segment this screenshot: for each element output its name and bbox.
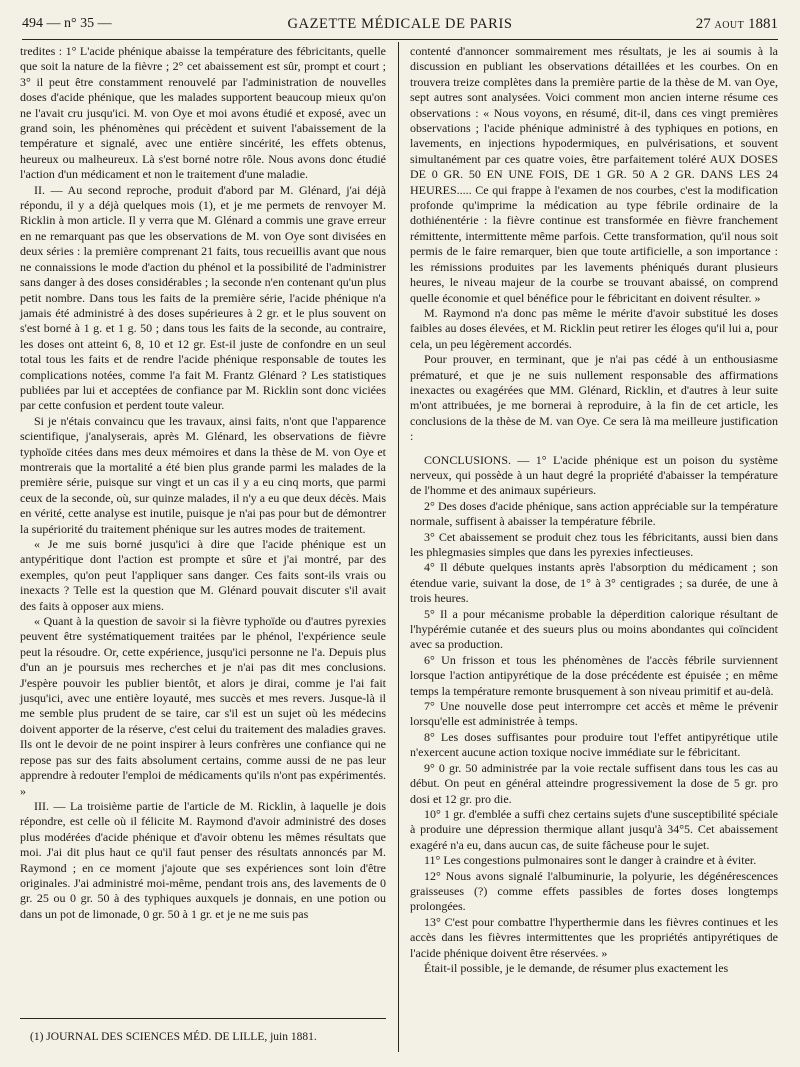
date-month: AOUT: [714, 20, 745, 31]
conclusion-item: CONCLUSIONS. — 1° L'acide phénique est un poison du système nerveux, qui possède à un haut degré la propriété d'abaisser la température de l'homme et des animaux supérieurs.: [410, 452, 778, 498]
paragraph: « Je me suis borné jusqu'ici à dire que l'acide phénique est un antypéritique dont l'action est prompte et sûre et j'ai montré, par des exemples, qu'on peut l'appliquer sans danger. Ces faits sont-ils vrais ou inexacts ? Telle est la question que M. Glénard pouvait discuter s'il avait des faits à opposer aux miens.: [20, 537, 386, 613]
paragraph: Pour prouver, en terminant, que je n'ai pas cédé à un enthousiasme prématuré, et que je ne suis nullement responsable des affirmations inexactes ou exagérées que MM. Glénard, Ricklin, et d'autres à leur suite m'ont attribuées, je me bornerai à reproduire, à la fin de cet article, les conclusions de la thèse de M. van Oye. Ce sera là ma meilleure justification :: [410, 352, 778, 444]
conclusion-item: 2° Des doses d'acide phénique, sans action appréciable sur la température normale, suffisent à abaisser la température fébrile.: [410, 498, 778, 529]
issue-number: — n° 35 —: [46, 16, 112, 31]
conclusion-item: 4° Il débute quelques instants après l'absorption du médicament ; son étendue varie, suivant la dose, de 1° à 3° centigrades ; sa durée, de une à trois heures.: [410, 560, 778, 606]
paragraph: III. — La troisième partie de l'article de M. Ricklin, à laquelle je dois répondre, est celle où il félicite M. Raymond d'avoir administré des doses plus modérées d'acide phénique et d'avoir obtenu les mêmes résultats que moi. J'ai dit plus haut ce qu'il faut penser des résultats annoncés par M. Raymond ; en ce moment j'ajoute que ses expériences sont loin d'être originales. J'ai administré moi-même, pendant trois ans, des lavements de 0 gr. 25 ou 0 gr. 50 à des typhiques auxquels je donnais, en une potion ou dans un pot de limonade, 0 gr. 50 à 1 gr. et je ne me suis pas: [20, 798, 386, 921]
paragraph: « Quant à la question de savoir si la fièvre typhoïde ou d'autres pyrexies peuvent être systématiquement traitées par le phénol, l'expérience seule peut la résoudre. Or, cette expérience, jusqu'ici personne ne l'a. Depuis plus d'un an je poursuis mes recherches et je n'ai pas dit mes conclusions. J'espère pouvoir les publier bientôt, et alors je dirai, comme je l'ai fait jusqu'ici, avec une entière loyauté, mes succès et mes revers. Jusque-là il me semble plus prudent de se taire, car s'il est un sujet où les médecins doivent apporter de la réserve, c'est celui du traitement des maladies graves. Ils ont le devoir de ne point inspirer à leurs confrères une confiance qui ne repose pas sur des faits absolument certains, comme aussi de ne pas leur apprendre à redouter l'emploi de médicaments qu'ils n'ont pas expérimentés. »: [20, 614, 386, 798]
paragraph: Si je n'étais convaincu que les travaux, ainsi faits, n'ont que l'apparence scientifique, j'analyserais, après M. Glénard, les observations de fièvre typhoïde citées dans mes deux mémoires et dans la thèse de M. von Oye et montrerais que la mortalité a été bien plus grande parmi les malades de la première série, puisque sur vingt et un cas il y a eu cinq morts, que parmi ceux de la seconde, où, sur quinze malades, il n'y a eu que deux décès. Mais en vérité, cette analyse est inutile, puisque je n'ai pas pour but de démontrer la supériorité du traitement phénique sur les autres modes de traitement.: [20, 413, 386, 536]
conclusion-item: 9° 0 gr. 50 administrée par la voie rectale suffisent dans tous les cas au début. On peut en général atteindre progressivement la dose de 5 gr. pro dosi et 12 gr. pro die.: [410, 760, 778, 806]
conclusion-item: 10° 1 gr. d'emblée a suffi chez certains sujets d'une susceptibilité spéciale à produire une dépression thermique allant jusqu'à 34°5. Cet abaissement exagéré n'a eu, dans aucun cas, de suite fâcheuse pour le sujet.: [410, 806, 778, 852]
conclusion-item: 11° Les congestions pulmonaires sont le danger à craindre et à éviter.: [424, 853, 757, 868]
left-column: [20, 44, 386, 922]
date-day: 27: [695, 16, 711, 32]
footnote-rule: [20, 1018, 386, 1019]
paragraph: contenté d'annoncer sommairement mes résultats, je les ai soumis à la discussion en publiant les observations détaillées et les courbes. On en trouvera treize complètes dans la première partie de la thèse de M. van Oye, sept autres sont analysées. Voici comment mon ancien interne résume ces observations : « Nous voyons, en résumé, dit-il, dans ces vingt premières observations ; l'acide phénique administré à des typhiques en potions, en lavements, en injections hypodermiques, en pulvérisations, et souvent simultanément par ces quatre voies, être parfaitement toléré AUX DOSES DE 0 GR. 50 EN UNE FOIS, DE 1 GR. 50 A 2 GR. DANS LES 24 HEURES..... Ce qui frappe à l'examen de nos courbes, c'est la modification profonde qu'imprime la médication au type fébrile ordinaire de la dothiénentérie : la fièvre continue est transformée en fièvre franchement rémittente, intermittente même parfois. Cette transformation, qu'il nous soit permis de le faire remarquer, bien que toute artificielle, a son importance : les rémissions produites par les lavements phéniqués durant plusieurs heures, le niveau majeur de la courbe se trouvant abaissé, on comprend quelle économie et quel bénéfice pour le fébricitant en doivent résulter. »: [410, 44, 778, 305]
header-rule: [22, 39, 778, 40]
column-divider: [398, 42, 399, 1052]
right-column: [410, 44, 778, 976]
conclusion-item: 3° Cet abaissement se produit chez tous les fébricitants, aussi bien dans les phlegmasies simples que dans les pyrexies infectieuses.: [410, 529, 778, 559]
paragraph: II. — Au second reproche, produit d'abord par M. Glénard, j'ai déjà répondu, il y a déjà quelques mois (1), et je me permets de renvoyer M. Ricklin à mon article. Il y verra que M. Glénard a commis une grave erreur en ne remarquant pas que les observations de M. von Oye sont divisées en deux séries : la première comprenant 21 faits, tous recueillis avant que nous ne connaissions le mode d'action du phénol et la possibilité de l'administrer sans danger à des doses considérables ; la seconde n'en contenant qu'un plus petit nombre. Dans tous les faits de la première série, l'acide phénique n'a jamais été administré à des doses supérieures à 2 gr. et le plus souvent on s'est borné à 1 g. et 1 g. 50 ; dans tous les faits de la seconde, au contraire, les doses ont atteint 6, 8, 10 et 12 gr. Est-il juste de confondre en un seul total tous les faits et de rendre l'acide phénique responsable de toutes les complications notées, comme l'a fait M. Frantz Glénard ? Les statistiques publiées par lui et acceptées de confiance par M. Ricklin sont donc viciées par cette confusion et perdent toute valeur.: [20, 182, 386, 413]
conclusion-item: 12° Nous avons signalé l'albuminurie, la polyurie, les dégénérescences graisseuses (?) comme effets passibles de fortes doses longtemps prolongées.: [410, 868, 778, 914]
conclusion-item: 13° C'est pour combattre l'hyperthermie dans les fièvres continues et les accès dans les fièvres intermittentes que les propriétés antipyrétiques de l'acide phénique doivent être réservées. »: [410, 914, 778, 960]
footnote: (1) JOURNAL DES SCIENCES MÉD. DE LILLE, juin 1881.: [30, 1031, 317, 1043]
conclusion-item: 6° Un frisson et tous les phénomènes de l'accès fébrile surviennent lorsque l'action antipyrétique de la dose précédente est épuisée ; en même temps la température remonte brusquement à son niveau primitif et au-delà.: [410, 652, 778, 698]
conclusion-item: 5° Il a pour mécanisme probable la déperdition calorique résultant de l'hypérémie cutanée et des sueurs plus ou moins abondantes qui coïncident avec sa production.: [410, 606, 778, 652]
journal-title: GAZETTE MÉDICALE DE PARIS: [287, 16, 513, 32]
conclusion-item: 8° Les doses suffisantes pour produire tout l'effet antipyrétique utile n'exercent aucune action toxique nocive immédiate sur le fébricitant.: [410, 729, 778, 760]
date-year: 1881: [748, 16, 778, 32]
paragraph: Était-il possible, je le demande, de résumer plus exactement les: [424, 960, 729, 975]
page-number: 494: [22, 16, 43, 31]
conclusion-item: 7° Une nouvelle dose peut interrompre cet accès et même le prévenir lorsqu'elle est administrée à temps.: [410, 699, 778, 729]
running-header: [22, 14, 778, 36]
paragraph: M. Raymond n'a donc pas même le mérite d'avoir substitué les doses faibles au doses élevées, et M. Ricklin peut retirer les éloges qu'il lui a, pour cela, un peu légèrement accordés.: [410, 305, 778, 351]
issue-date: [696, 16, 778, 33]
paragraph: tredites : 1° L'acide phénique abaisse la température des fébricitants, quelle que soit la nature de la fièvre ; 2° cet abaissement est sûr, prompt et court ; 3° il peut être constamment renouvelé par l'administration de nouvelles doses d'acide phénique, que les malades supportent beaucoup mieux qu'on ne l'avait cru jusqu'ici. M. von Oye et moi avons étudié et exposé, avec un grand soin, les phénomènes qui précèdent et suivent l'abaissement de la température et signalé, avec une entière sincérité, les effets obtenus, heureux ou malheureux. Là s'est borné notre rôle. Nous avons donc étudié l'action d'un médicament et non le traitement d'une maladie.: [20, 44, 386, 182]
